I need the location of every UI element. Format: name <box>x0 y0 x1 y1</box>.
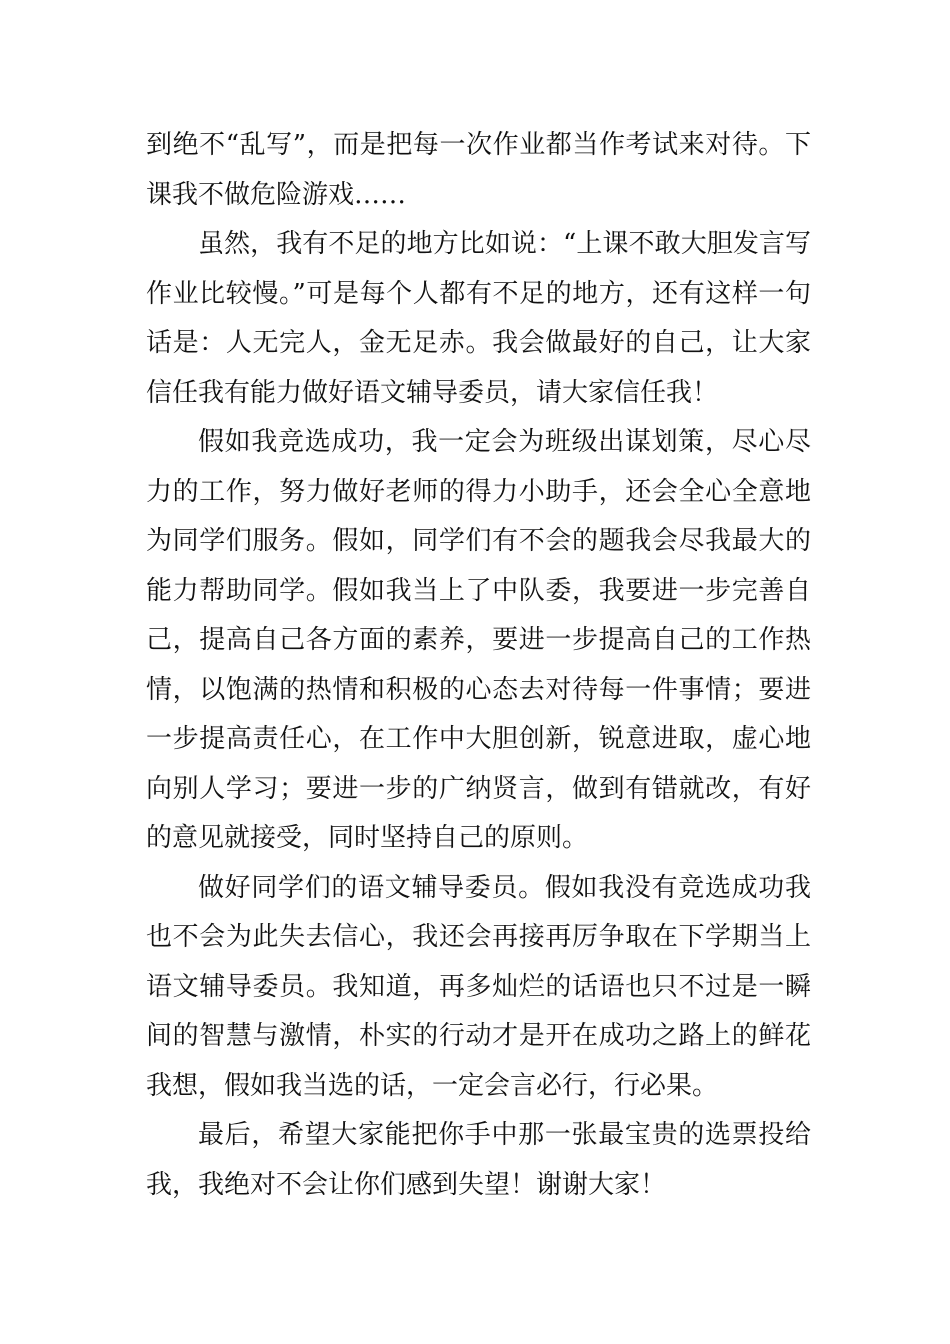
paragraph-if-elected: 假如我竞选成功，我一定会为班级出谋划策，尽心尽力的工作，努力做好老师的得力小助手，还会全心全意地为同学们服务。假如，同学们有不会的题我会尽我最大的能力帮助同学。假如我当上了中队委，我要进一步完善自己，提高自己各方面的素养，要进一步提高自己的工作热情，以饱满的热情和积极的心态去对待每一件事情；要进一步提高责任心，在工作中大胆创新，锐意进取，虚心地向别人学习；要进一步的广纳贤言，做到有错就改，有好的意见就接受，同时坚持自己的原则。 <box>146 427 811 853</box>
paragraph-continuation: 到绝不“乱写”，而是把每一次作业都当作考试来对待。下课我不做危险游戏…… <box>146 130 811 210</box>
paragraph-if-not-elected: 做好同学们的语文辅导委员。假如我没有竞选成功我也不会为此失去信心，我还会再接再厉争取在下学期当上语文辅导委员。我知道，再多灿烂的话语也只不过是一瞬间的智慧与激情，朴实的行动才是开在成功之路上的鲜花我想，假如我当选的话，一定会言必行，行必果。 <box>146 872 811 1101</box>
document-body <box>146 121 811 1210</box>
paragraph-closing: 最后，希望大家能把你手中那一张最宝贵的选票投给我，我绝对不会让你们感到失望！谢谢大家！ <box>146 1120 811 1200</box>
paragraph-shortcomings: 虽然，我有不足的地方比如说：“上课不敢大胆发言写作业比较慢。”可是每个人都有不足的地方，还有这样一句话是：人无完人，金无足赤。我会做最好的自己，让大家信任我有能力做好语文辅导委员，请大家信任我！ <box>146 229 811 408</box>
